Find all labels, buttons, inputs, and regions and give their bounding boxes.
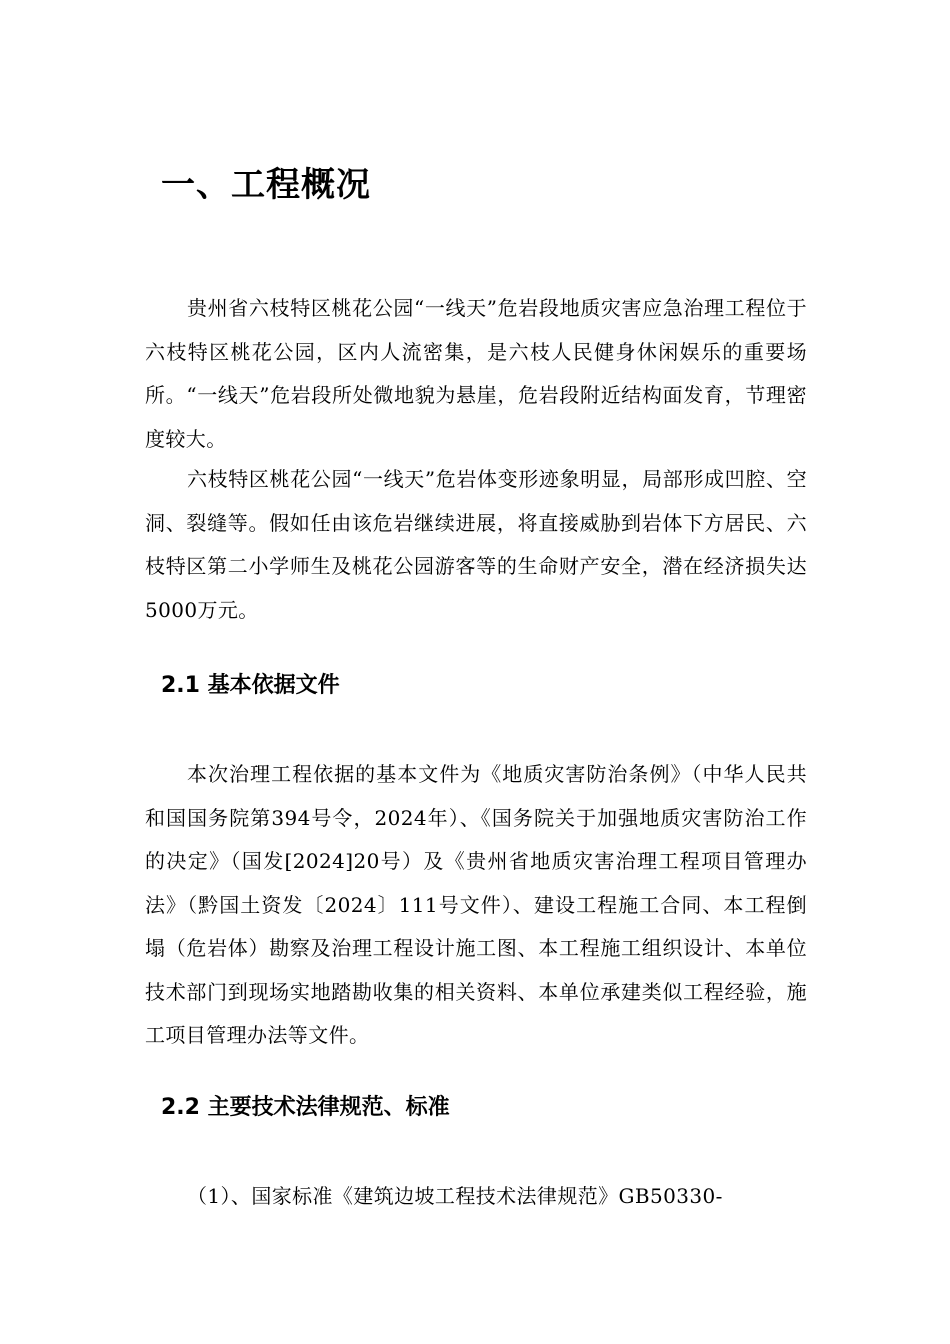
section-heading-basis-documents: 2.1 基本依据文件	[161, 673, 340, 698]
paragraph-basis-documents: 本次治理工程依据的基本文件为《地质灾害防治条例》（中华人民共和国国务院第394号令，2024年）、《国务院关于加强地质灾害防治工作的决定》（国发[2024]20号）及《贵州省地质灾害治理工程项目管理办法》（黔国土资发〔2024〕111号文件）、建设工程施工合同、本工程倒塌（危岩体）勘察及治理工程设计施工图、本工程施工组织设计、本单位技术部门到现场实地踏勘收集的相关资料、本单位承建类似工程经验，施工项目管理办法等文件。	[145, 762, 807, 1047]
section-heading-overview: 一、工程概况	[161, 165, 371, 205]
paragraph-risk-description: 六枝特区桃花公园“一线天”危岩体变形迹象明显，局部形成凹腔、空洞、裂缝等。假如任由该危岩继续进展，将直接威胁到岩体下方居民、六枝特区第二小学师生及桃花公园游客等的生命财产安全，潜在经济损失达5000万元。	[145, 467, 807, 622]
paragraph-standard-item-1: （1）、国家标准《建筑边坡工程技术法律规范》GB50330-	[187, 1184, 723, 1208]
section-heading-technical-standards: 2.2 主要技术法律规范、标准	[161, 1095, 450, 1120]
paragraph-project-location: 贵州省六枝特区桃花公园“一线天”危岩段地质灾害应急治理工程位于六枝特区桃花公园，区内人流密集，是六枝人民健身休闲娱乐的重要场所。“一线天”危岩段所处微地貌为悬崖，危岩段附近结构面发育，节理密度较大。	[145, 296, 807, 451]
